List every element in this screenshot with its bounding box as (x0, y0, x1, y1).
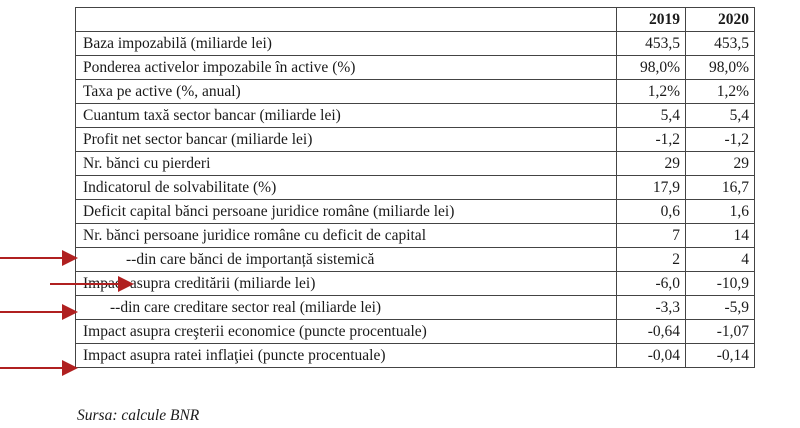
row-value-2019: 453,5 (617, 32, 686, 56)
row-value-2019: 7 (617, 224, 686, 248)
row-value-2019: -1,2 (617, 128, 686, 152)
row-value-2019: 98,0% (617, 56, 686, 80)
row-label: Baza impozabilă (miliarde lei) (76, 32, 617, 56)
row-label: Nr. bănci cu pierderi (76, 152, 617, 176)
row-value-2020: 453,5 (686, 32, 755, 56)
row-value-2019: 0,6 (617, 200, 686, 224)
row-value-2020: -0,14 (686, 344, 755, 368)
row-value-2019: 17,9 (617, 176, 686, 200)
source-note: Sursa: calcule BNR (77, 407, 200, 424)
row-label: --din care creditare sector real (miliarde lei) (76, 296, 617, 320)
row-value-2020: 5,4 (686, 104, 755, 128)
row-value-2020: 1,2% (686, 80, 755, 104)
row-label: Taxa pe active (%, anual) (76, 80, 617, 104)
row-value-2019: -6,0 (617, 272, 686, 296)
row-value-2020: 14 (686, 224, 755, 248)
row-label: Cuantum taxă sector bancar (miliarde lei) (76, 104, 617, 128)
row-value-2019: 1,2% (617, 80, 686, 104)
row-label: Profit net sector bancar (miliarde lei) (76, 128, 617, 152)
row-label: Impact asupra creditării (miliarde lei) (76, 272, 617, 296)
row-value-2019: 5,4 (617, 104, 686, 128)
header-cell-2019: 2019 (617, 8, 686, 32)
row-value-2020: 1,6 (686, 200, 755, 224)
row-value-2020: 16,7 (686, 176, 755, 200)
row-label: Deficit capital bănci persoane juridice române (miliarde lei) (76, 200, 617, 224)
row-label: Impact asupra ratei inflaţiei (puncte procentuale) (76, 344, 617, 368)
row-label: Ponderea activelor impozabile în active (%) (76, 56, 617, 80)
header-cell-2020: 2020 (686, 8, 755, 32)
row-value-2020: 29 (686, 152, 755, 176)
row-value-2019: -3,3 (617, 296, 686, 320)
row-value-2020: 98,0% (686, 56, 755, 80)
row-value-2019: -0,04 (617, 344, 686, 368)
row-value-2020: -1,2 (686, 128, 755, 152)
row-value-2019: -0,64 (617, 320, 686, 344)
row-value-2020: -5,9 (686, 296, 755, 320)
row-label: --din care bănci de importanță sistemică (76, 248, 617, 272)
row-label: Impact asupra creşterii economice (puncte procentuale) (76, 320, 617, 344)
row-value-2020: -1,07 (686, 320, 755, 344)
row-label: Nr. bănci persoane juridice române cu deficit de capital (76, 224, 617, 248)
row-label: Indicatorul de solvabilitate (%) (76, 176, 617, 200)
row-value-2020: -10,9 (686, 272, 755, 296)
row-value-2019: 29 (617, 152, 686, 176)
row-value-2019: 2 (617, 248, 686, 272)
row-value-2020: 4 (686, 248, 755, 272)
